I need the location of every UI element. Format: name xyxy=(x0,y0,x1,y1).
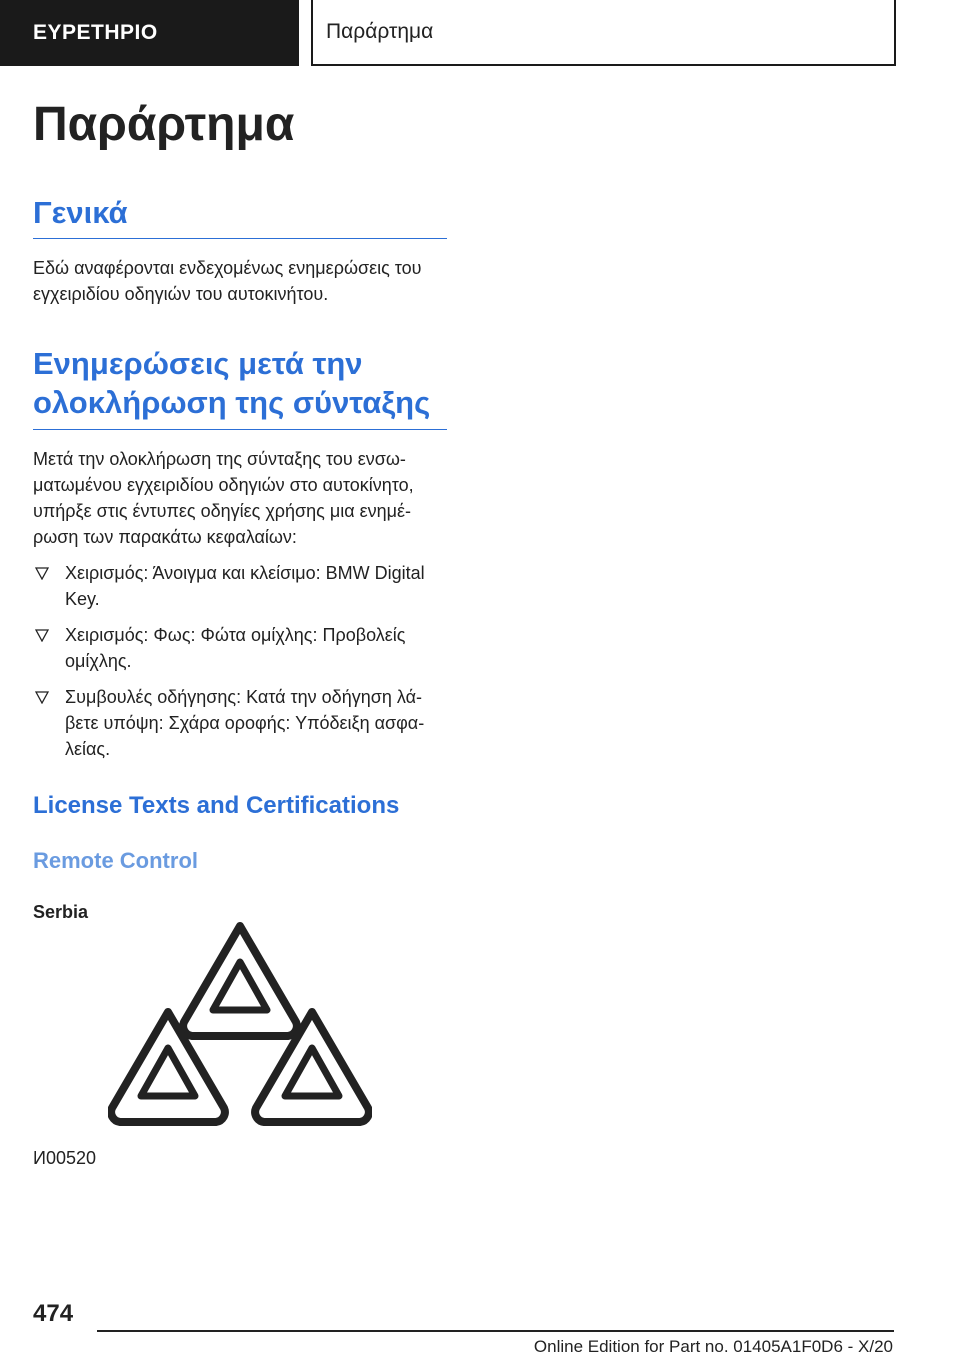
list-item-text: Συμβουλές οδήγησης: Κατά την οδήγηση λάβετε υπόψη: Σχάρα οροφής: Υπόδειξη ασφαλείας. xyxy=(65,686,425,759)
header xyxy=(0,0,960,66)
section-heading-general: Γενικά xyxy=(33,194,447,240)
serbia-certification-triangles-icon xyxy=(108,918,372,1130)
list-item-text: Χειρισμός: Φως: Φώτα ομίχλης: Προβολείς ομίχλης. xyxy=(65,624,406,671)
general-paragraph: Εδώ αναφέρονται ενδεχομένως ενημερώσεις του εγχειριδίου οδηγιών του αυτοκινήτου. xyxy=(33,258,422,305)
index-tab[interactable]: ΕΥΡΕΤΗΡΙΟ xyxy=(0,0,299,66)
page-title: Παράρτημα xyxy=(33,98,295,151)
updates-heading-line1: Ενημερώσεις μετά την xyxy=(33,346,363,382)
list-item xyxy=(33,560,447,612)
footer-edition-text: Online Edition for Part no. 01405A1F0D6 - X/20 xyxy=(533,1337,893,1356)
list-item-text: Χειρισμός: Άνοιγμα και κλείσιμο: BMW Digital Key. xyxy=(65,562,425,609)
updates-heading-line2: ολοκλήρωση της σύνταξης xyxy=(33,385,431,421)
remote-control-subheading: Remote Control xyxy=(33,847,198,873)
country-label: Serbia xyxy=(33,901,89,922)
figure-caption: И00520 xyxy=(33,1148,96,1168)
footer-divider xyxy=(97,1330,894,1332)
current-chapter-tab: Παράρτημα xyxy=(311,0,896,66)
triangle-bullet-icon xyxy=(35,691,49,704)
main-content xyxy=(33,96,447,923)
license-heading: License Texts and Certifications xyxy=(33,791,400,819)
list-item xyxy=(33,622,447,674)
triangle-bullet-icon xyxy=(35,629,49,642)
section-heading-updates xyxy=(33,345,447,430)
updates-list xyxy=(33,560,447,762)
list-item xyxy=(33,684,447,762)
page-number: 474 xyxy=(33,1300,74,1327)
updates-paragraph: Μετά την ολοκλήρωση της σύνταξης του ενσωματωμένου εγχειριδίου οδηγιών στο αυτοκίνητο, υπήρξε στις έντυπες οδηγίες χρήσης μια ενημέρωση των παρακάτω κεφαλαίων: xyxy=(33,448,414,547)
triangle-bullet-icon xyxy=(35,567,49,580)
